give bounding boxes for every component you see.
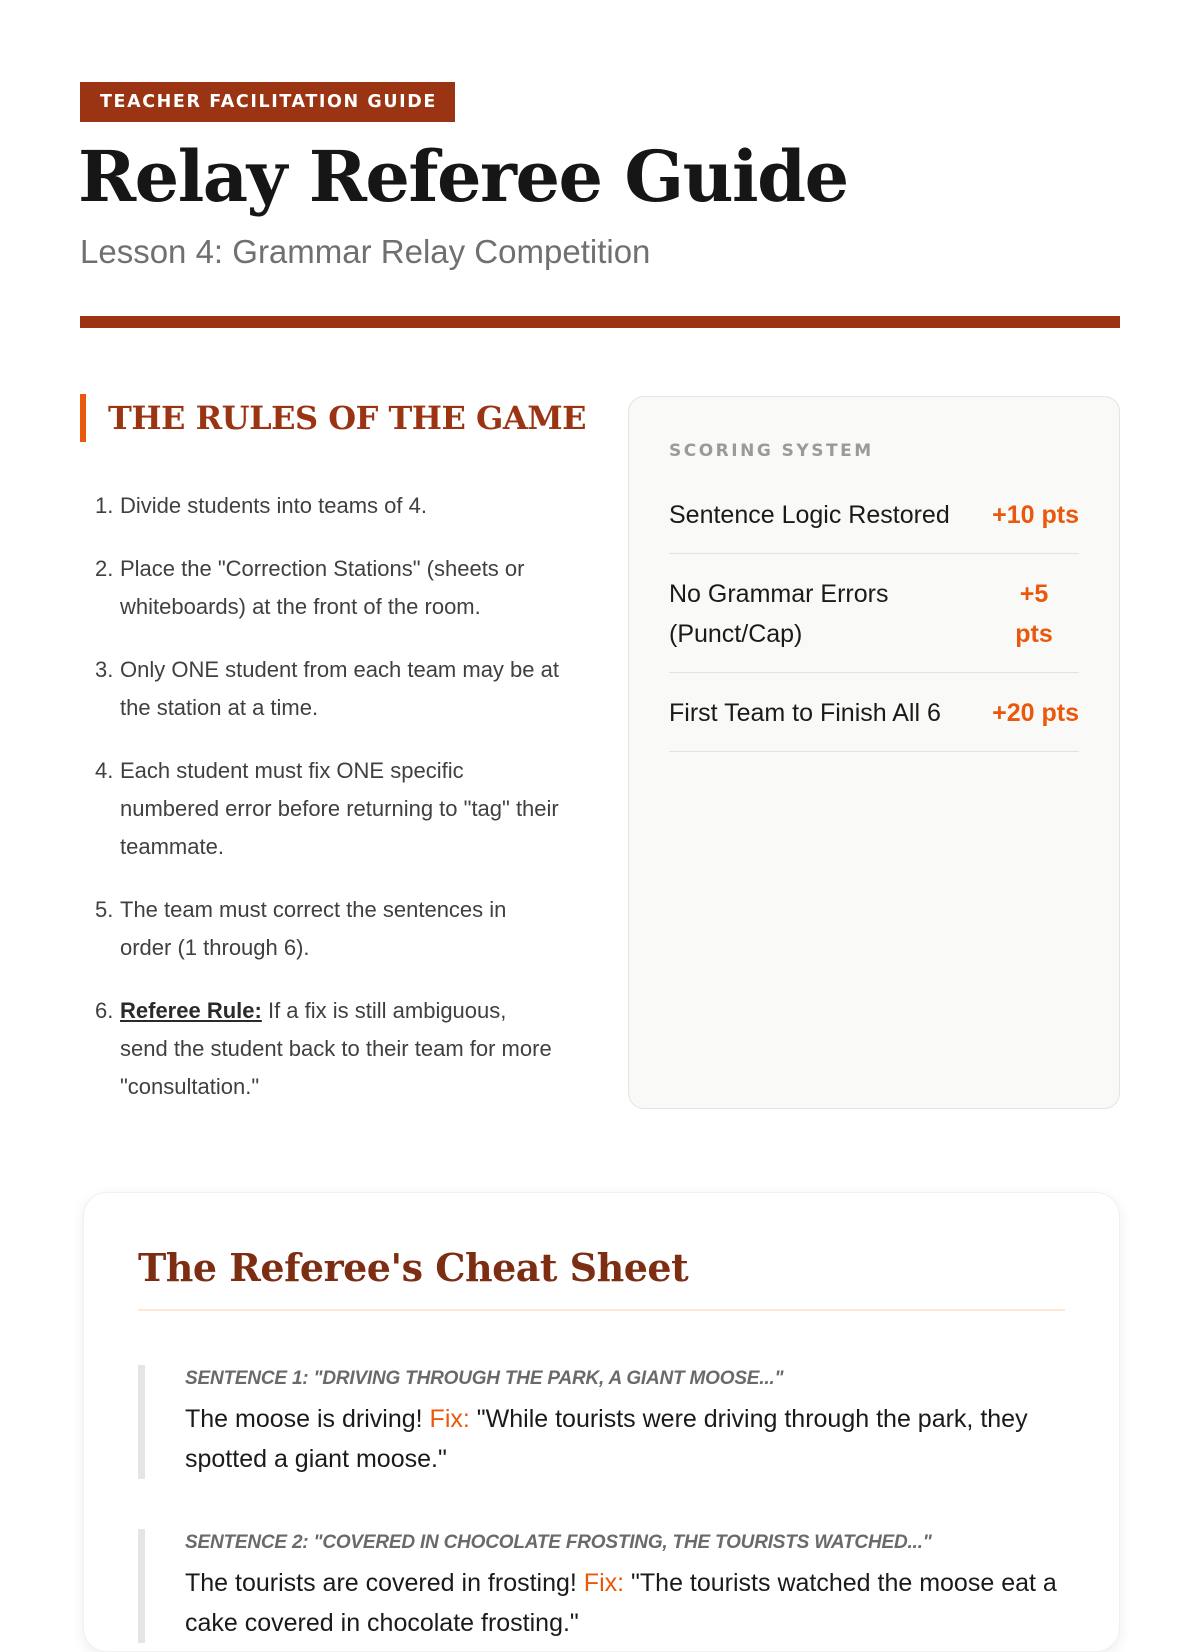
problem-text: The moose is driving! [185, 1405, 430, 1433]
guide-page [78, 0, 1120, 1637]
rules-list [80, 487, 560, 1106]
referee-rule-label: Referee Rule: [120, 998, 262, 1023]
rule-number: 6. [95, 998, 114, 1023]
problem-text: The tourists are covered in frosting! [185, 1569, 584, 1597]
scoring-title: SCORING SYSTEM [669, 441, 874, 461]
rule-item [80, 487, 560, 525]
scoring-card [628, 396, 1120, 1109]
sentence-explanation [185, 1399, 1065, 1479]
rule-text: If a fix is still ambiguous, send the student back to their team for more "consultation." [120, 998, 552, 1099]
rule-number: 5. [95, 897, 114, 922]
rules-heading: THE RULES OF THE GAME [80, 394, 560, 442]
rule-text: Only ONE student from each team may be at the station at a time. [120, 657, 559, 720]
rule-number: 4. [95, 758, 114, 783]
guide-type-badge: TEACHER FACILITATION GUIDE [80, 82, 455, 122]
rule-text: Place the "Correction Stations" (sheets or whiteboards) at the front of the room. [120, 556, 525, 619]
rule-text: Each student must fix ONE specific numbered error before returning to "tag" their teammate. [120, 758, 559, 859]
cheat-sheet-item [138, 1365, 1065, 1479]
page-subtitle: Lesson 4: Grammar Relay Competition [80, 233, 651, 270]
score-criterion: No Grammar Errors (Punct/Cap) [669, 580, 889, 648]
sentence-explanation [185, 1563, 1065, 1643]
fix-text: "The tourists watched the moose eat a cake covered in chocolate frosting." [185, 1569, 1057, 1637]
rule-item [80, 651, 560, 727]
rule-number: 1. [95, 493, 114, 518]
fix-text: "While tourists were driving through the park, they spotted a giant moose." [185, 1405, 1028, 1473]
sentence-label: SENTENCE 1: "DRIVING THROUGH THE PARK, A GIANT MOOSE..." [185, 1368, 784, 1389]
fix-label: Fix: [583, 1569, 625, 1597]
rule-number: 3. [95, 657, 114, 682]
fix-label: Fix: [429, 1405, 470, 1433]
rule-item [80, 550, 560, 626]
rule-text: Divide students into teams of 4. [120, 493, 427, 518]
sentence-label: SENTENCE 2: "COVERED IN CHOCOLATE FROSTING, THE TOURISTS WATCHED..." [185, 1532, 932, 1553]
rule-item [80, 752, 560, 866]
rule-text: The team must correct the sentences in order (1 through 6). [120, 897, 507, 960]
cheat-sheet-title: The Referee's Cheat Sheet [138, 1243, 1065, 1311]
score-row [669, 483, 1079, 554]
rule-item [80, 891, 560, 967]
score-points: +20 pts [992, 699, 1079, 727]
rule-number: 2. [95, 556, 114, 581]
score-row [669, 562, 1079, 673]
header-divider [80, 316, 1120, 328]
rule-item-referee [80, 992, 560, 1106]
page-title: Relay Referee Guide [78, 135, 848, 218]
score-points: +10 pts [992, 501, 1079, 529]
score-criterion: First Team to Finish All 6 [669, 699, 941, 727]
cheat-sheet-item [138, 1529, 1065, 1643]
score-row [669, 681, 1079, 752]
cheat-sheet-card [83, 1192, 1120, 1652]
rules-section [80, 394, 586, 1131]
score-criterion: Sentence Logic Restored [669, 501, 950, 529]
score-points: +5 pts [1015, 580, 1053, 648]
